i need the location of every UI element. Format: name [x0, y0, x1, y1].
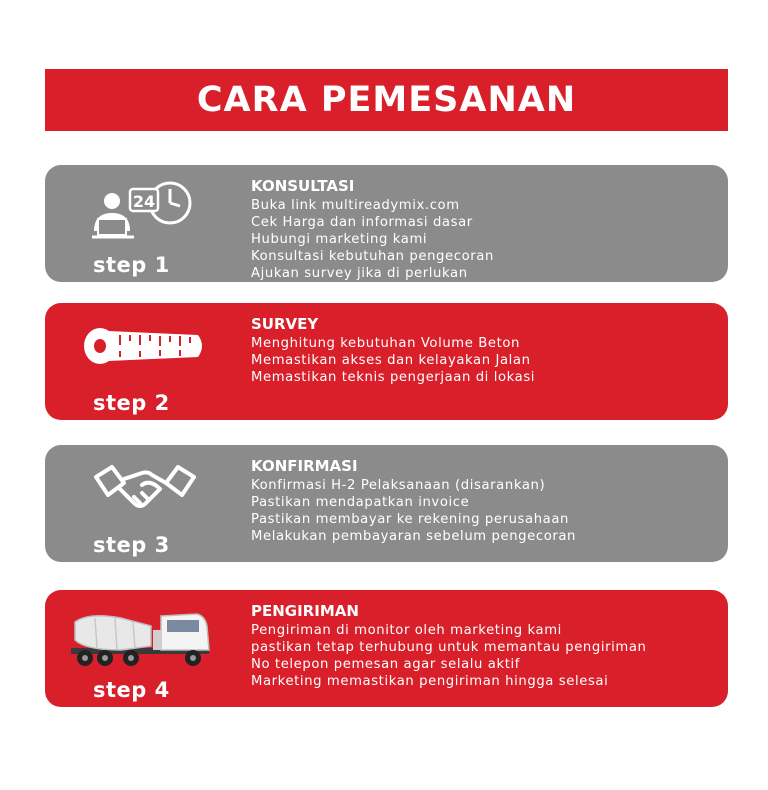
step-label: step 2 [93, 391, 170, 415]
step-line: Pengiriman di monitor oleh marketing kami [251, 623, 562, 638]
step-heading: KONSULTASI [251, 177, 355, 195]
step-line: Memastikan akses dan kelayakan Jalan [251, 353, 531, 368]
step-heading: PENGIRIMAN [251, 602, 359, 620]
step-line: Buka link multireadymix.com [251, 198, 460, 213]
step-card-survey [45, 303, 728, 420]
step-label: step 1 [93, 253, 170, 277]
concrete-mixer-truck-icon [65, 604, 215, 670]
measuring-tape-icon [70, 313, 220, 379]
step-card-konfirmasi [45, 445, 728, 562]
step-line: Menghitung kebutuhan Volume Beton [251, 336, 521, 351]
step-heading: KONFIRMASI [251, 457, 358, 475]
step-label: step 4 [93, 678, 170, 702]
step-line: Hubungi marketing kami [251, 232, 428, 247]
step-line: Ajukan survey jika di perlukan [251, 266, 468, 281]
page-title: CARA PEMESANAN [196, 80, 577, 120]
handshake-icon [70, 455, 220, 521]
step-line: No telepon pemesan agar selalu aktif [251, 657, 521, 672]
title-banner [45, 69, 728, 131]
step-line: Konfirmasi H-2 Pelaksanaan (disarankan) [251, 478, 546, 493]
svg-text:24: 24 [132, 192, 156, 211]
step-heading: SURVEY [251, 315, 319, 333]
step-label: step 3 [93, 533, 170, 557]
customer-service-24-icon [70, 175, 220, 241]
step-line: Konsultasi kebutuhan pengecoran [251, 249, 494, 264]
step-line: pastikan tetap terhubung untuk memantau pengiriman [251, 640, 647, 655]
step-card-pengiriman [45, 590, 728, 707]
step-line: Memastikan teknis pengerjaan di lokasi [251, 370, 536, 385]
step-line: Pastikan mendapatkan invoice [251, 495, 470, 510]
step-line: Melakukan pembayaran sebelum pengecoran [251, 529, 577, 544]
step-card-konsultasi [45, 165, 728, 282]
step-line: Pastikan membayar ke rekening perusahaan [251, 512, 569, 527]
step-line: Cek Harga dan informasi dasar [251, 215, 473, 230]
step-line: Marketing memastikan pengiriman hingga selesai [251, 674, 609, 689]
